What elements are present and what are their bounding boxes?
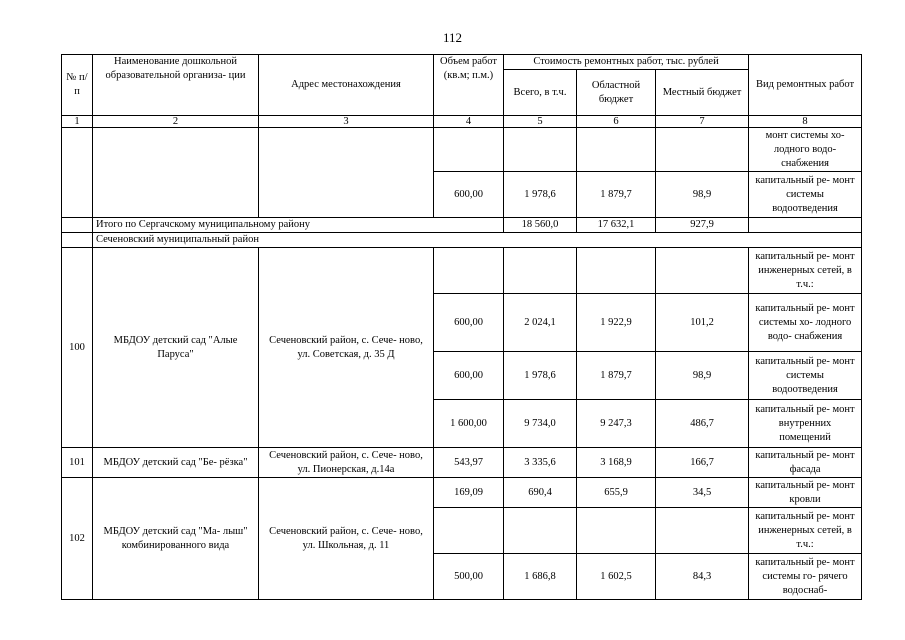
column-index: 4 xyxy=(434,116,504,128)
cell-regional: 9 247,3 xyxy=(577,400,656,448)
cell-total xyxy=(504,508,577,554)
cell-volume xyxy=(434,508,504,554)
subtotal-label: Итого по Сергачскому муниципальному району xyxy=(93,218,504,233)
cell-local: 101,2 xyxy=(656,294,749,352)
org-name: МБДОУ детский сад "Ма- лыш" комбинированного вида xyxy=(93,478,259,600)
table-row xyxy=(62,478,862,508)
cell-local: 486,7 xyxy=(656,400,749,448)
table-row xyxy=(62,128,862,172)
cell-num xyxy=(62,128,93,218)
cell-regional xyxy=(577,128,656,172)
column-index-row xyxy=(62,116,862,128)
org-name: МБДОУ детский сад "Алые Паруса" xyxy=(93,248,259,448)
cell-total: 1 978,6 xyxy=(504,172,577,218)
column-index: 8 xyxy=(749,116,862,128)
header-row-top xyxy=(62,55,862,70)
repair-budget-table xyxy=(61,54,862,600)
cell-regional xyxy=(577,508,656,554)
cell-work-type: капитальный ре- монт системы хо- лодного водо- снабжения xyxy=(749,294,862,352)
cell-volume xyxy=(434,248,504,294)
header-local: Местный бюджет xyxy=(656,70,749,116)
cell-work-type: капитальный ре- монт системы го- рячего водоснаб- xyxy=(749,554,862,600)
column-index: 2 xyxy=(93,116,259,128)
cell-num xyxy=(62,233,93,248)
cell-regional: 1 879,7 xyxy=(577,172,656,218)
header-cost-group: Стоимость ремонтных работ, тыс. рублей xyxy=(504,55,749,70)
cell-work-type: монт системы хо- лодного водо- снабжения xyxy=(749,128,862,172)
subtotal-local: 927,9 xyxy=(656,218,749,233)
header-regional: Областной бюджет xyxy=(577,70,656,116)
org-number: 101 xyxy=(62,448,93,478)
cell-work-type: капитальный ре- монт системы водоотведения xyxy=(749,352,862,400)
cell-total: 1 686,8 xyxy=(504,554,577,600)
cell-local: 84,3 xyxy=(656,554,749,600)
cell-local xyxy=(656,128,749,172)
cell-work-type: капитальный ре- монт системы водоотведения xyxy=(749,172,862,218)
cell-local: 98,9 xyxy=(656,172,749,218)
org-address: Сеченовский район, с. Сече- ново, ул. Советская, д. 35 Д xyxy=(259,248,434,448)
header-work-type: Вид ремонтных работ xyxy=(749,55,862,116)
header-org: Наименование дошкольной образовательной организа- ции xyxy=(93,55,259,116)
cell-work-type: капитальный ре- монт внутренних помещений xyxy=(749,400,862,448)
cell-local: 98,9 xyxy=(656,352,749,400)
column-index: 3 xyxy=(259,116,434,128)
cell-volume: 169,09 xyxy=(434,478,504,508)
cell-regional: 655,9 xyxy=(577,478,656,508)
cell-total xyxy=(504,248,577,294)
column-index: 1 xyxy=(62,116,93,128)
cell-total: 3 335,6 xyxy=(504,448,577,478)
cell-local xyxy=(656,508,749,554)
subtotal-regional: 17 632,1 xyxy=(577,218,656,233)
cell-work-type: капитальный ре- монт фасада xyxy=(749,448,862,478)
cell-local xyxy=(656,248,749,294)
cell-local: 34,5 xyxy=(656,478,749,508)
cell-regional: 3 168,9 xyxy=(577,448,656,478)
cell-total: 690,4 xyxy=(504,478,577,508)
column-index: 5 xyxy=(504,116,577,128)
district-heading-row xyxy=(62,233,862,248)
cell-volume: 543,97 xyxy=(434,448,504,478)
org-number: 102 xyxy=(62,478,93,600)
page-number: 112 xyxy=(442,30,463,45)
table-row xyxy=(62,448,862,478)
org-name: МБДОУ детский сад "Бе- рёзка" xyxy=(93,448,259,478)
org-address: Сеченовский район, с. Сече- ново, ул. Пионерская, д.14а xyxy=(259,448,434,478)
cell-regional: 1 922,9 xyxy=(577,294,656,352)
header-num: № п/п xyxy=(62,55,93,116)
org-address: Сеченовский район, с. Сече- ново, ул. Школьная, д. 11 xyxy=(259,478,434,600)
column-index: 7 xyxy=(656,116,749,128)
header-address: Адрес местонахождения xyxy=(259,55,434,116)
table-row xyxy=(62,248,862,294)
column-index: 6 xyxy=(577,116,656,128)
cell-num xyxy=(62,218,93,233)
subtotal-total: 18 560,0 xyxy=(504,218,577,233)
cell-work-type: капитальный ре- монт кровли xyxy=(749,478,862,508)
org-number: 100 xyxy=(62,248,93,448)
cell-regional: 1 879,7 xyxy=(577,352,656,400)
cell-total: 9 734,0 xyxy=(504,400,577,448)
cell-volume: 600,00 xyxy=(434,294,504,352)
cell-regional xyxy=(577,248,656,294)
cell-work-type: капитальный ре- монт инженерных сетей, в т.ч.: xyxy=(749,508,862,554)
cell-regional: 1 602,5 xyxy=(577,554,656,600)
cell-total: 2 024,1 xyxy=(504,294,577,352)
cell-org xyxy=(93,128,259,218)
header-volume: Объем работ (кв.м; п.м.) xyxy=(434,55,504,116)
cell-volume: 500,00 xyxy=(434,554,504,600)
cell-address xyxy=(259,128,434,218)
cell-volume: 1 600,00 xyxy=(434,400,504,448)
header-total: Всего, в т.ч. xyxy=(504,70,577,116)
cell-local: 166,7 xyxy=(656,448,749,478)
cell-total: 1 978,6 xyxy=(504,352,577,400)
cell-total xyxy=(504,128,577,172)
cell-volume: 600,00 xyxy=(434,352,504,400)
subtotal-row xyxy=(62,218,862,233)
cell-volume xyxy=(434,128,504,172)
district-heading: Сеченовский муниципальный район xyxy=(93,233,862,248)
cell-work-type: капитальный ре- монт инженерных сетей, в т.ч.: xyxy=(749,248,862,294)
cell-volume: 600,00 xyxy=(434,172,504,218)
cell-work-type xyxy=(749,218,862,233)
